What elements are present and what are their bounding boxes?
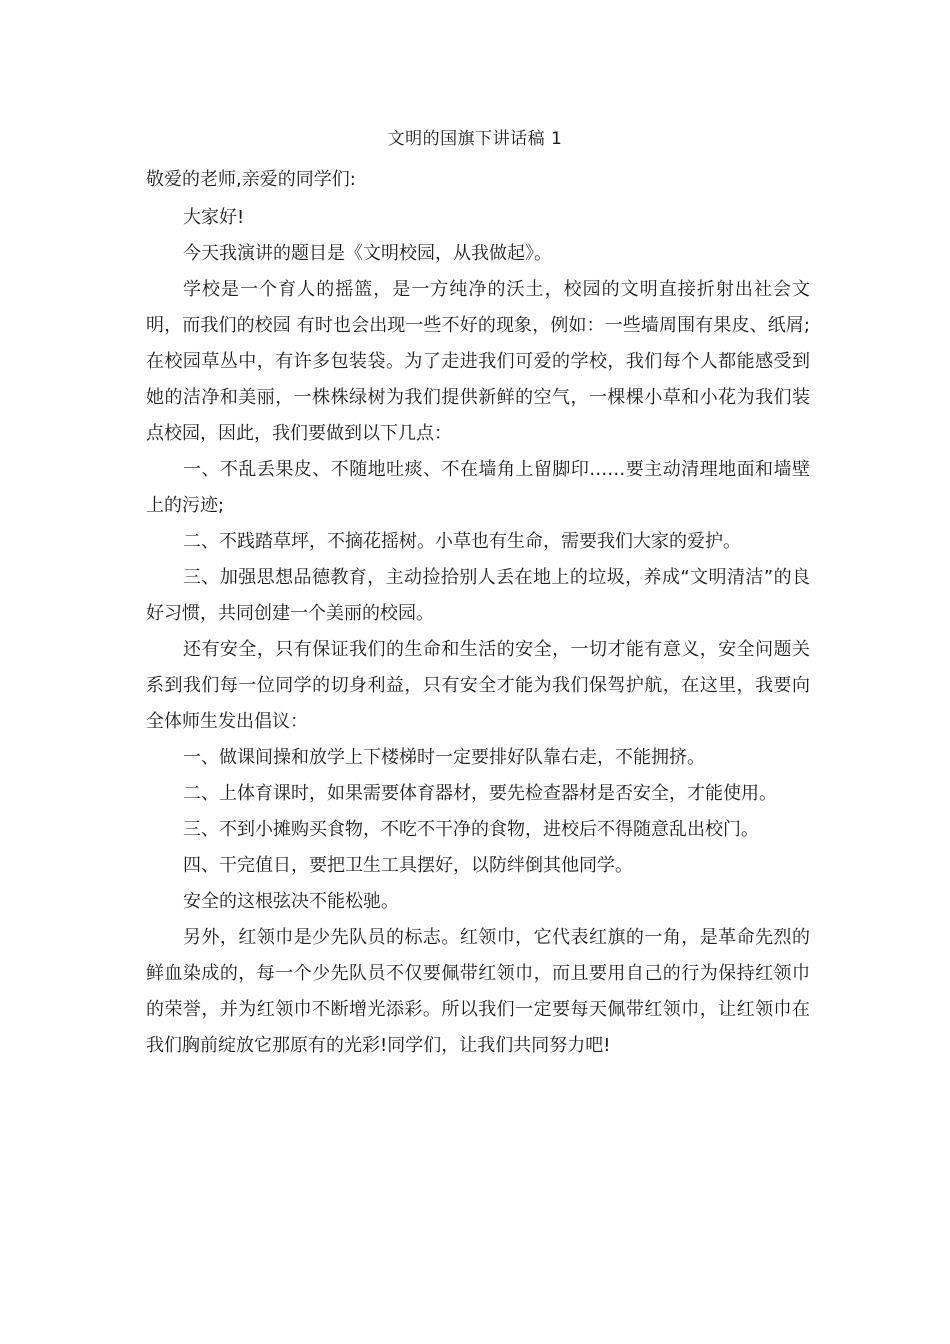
paragraph-safety-4: 四、干完值日，要把卫生工具摆好，以防绊倒其他同学。 bbox=[183, 855, 633, 876]
salutation: 敬爱的老师,亲爱的同学们: bbox=[146, 169, 356, 190]
paragraph-rule-3: 三、加强思想品德教育，主动捡拾别人丢在地上的垃圾，养成“文明清洁”的良好习惯，共同创建一个美丽的校园。 bbox=[146, 567, 810, 624]
paragraph-safety-intro: 还有安全，只有保证我们的生命和生活的安全，一切才能有意义，安全问题关系到我们每一位同学的切身利益，只有安全才能为我们保驾护航，在这里，我要向全体师生发出倡议： bbox=[146, 639, 810, 732]
paragraph-safety-3: 三、不到小摊购买食物，不吃不干净的食物，进校后不得随意乱出校门。 bbox=[183, 819, 759, 840]
paragraph-safety-1: 一、做课间操和放学上下楼梯时一定要排好队靠右走，不能拥挤。 bbox=[183, 747, 705, 768]
paragraph-greeting: 大家好! bbox=[183, 207, 245, 228]
document-title: 文明的国旗下讲话稿 1 bbox=[387, 129, 563, 149]
paragraph-safety-2: 二、上体育课时，如果需要体育器材，要先检查器材是否安全，才能使用。 bbox=[183, 783, 777, 804]
paragraph-topic: 今天我演讲的题目是《文明校园，从我做起》。 bbox=[183, 243, 552, 264]
document-body bbox=[146, 162, 810, 1064]
paragraph-campus-intro: 学校是一个育人的摇篮，是一方纯净的沃土，校园的文明直接折射出社会文明，而我们的校园 有时也会出现一些不好的现象，例如：一些墙周围有果皮、纸屑;在校园草丛中，有许多包装袋。为了走进我们可爱的学校，我们每个人都能感受到她的洁净和美丽，一株株绿树为我们提供新鲜的空气，一棵棵小草和小花为我们装点校园，因此，我们要做到以下几点： bbox=[146, 279, 810, 444]
paragraph-rule-2: 二、不践踏草坪，不摘花摇树。小草也有生命，需要我们大家的爱护。 bbox=[183, 531, 741, 552]
paragraph-rule-1: 一、不乱丢果皮、不随地吐痰、不在墙角上留脚印……要主动清理地面和墙壁上的污迹; bbox=[146, 459, 810, 516]
paragraph-safety-closing: 安全的这根弦决不能松驰。 bbox=[183, 891, 399, 912]
paragraph-red-scarf: 另外，红领巾是少先队员的标志。红领巾，它代表红旗的一角，是革命先烈的鲜血染成的，每一个少先队员不仅要佩带红领巾，而且要用自己的行为保持红领巾的荣誉，并为红领巾不断增光添彩。所以我们一定要每天佩带红领巾，让红领巾在我们胸前绽放它那原有的光彩!同学们，让我们共同努力吧! bbox=[146, 927, 810, 1056]
